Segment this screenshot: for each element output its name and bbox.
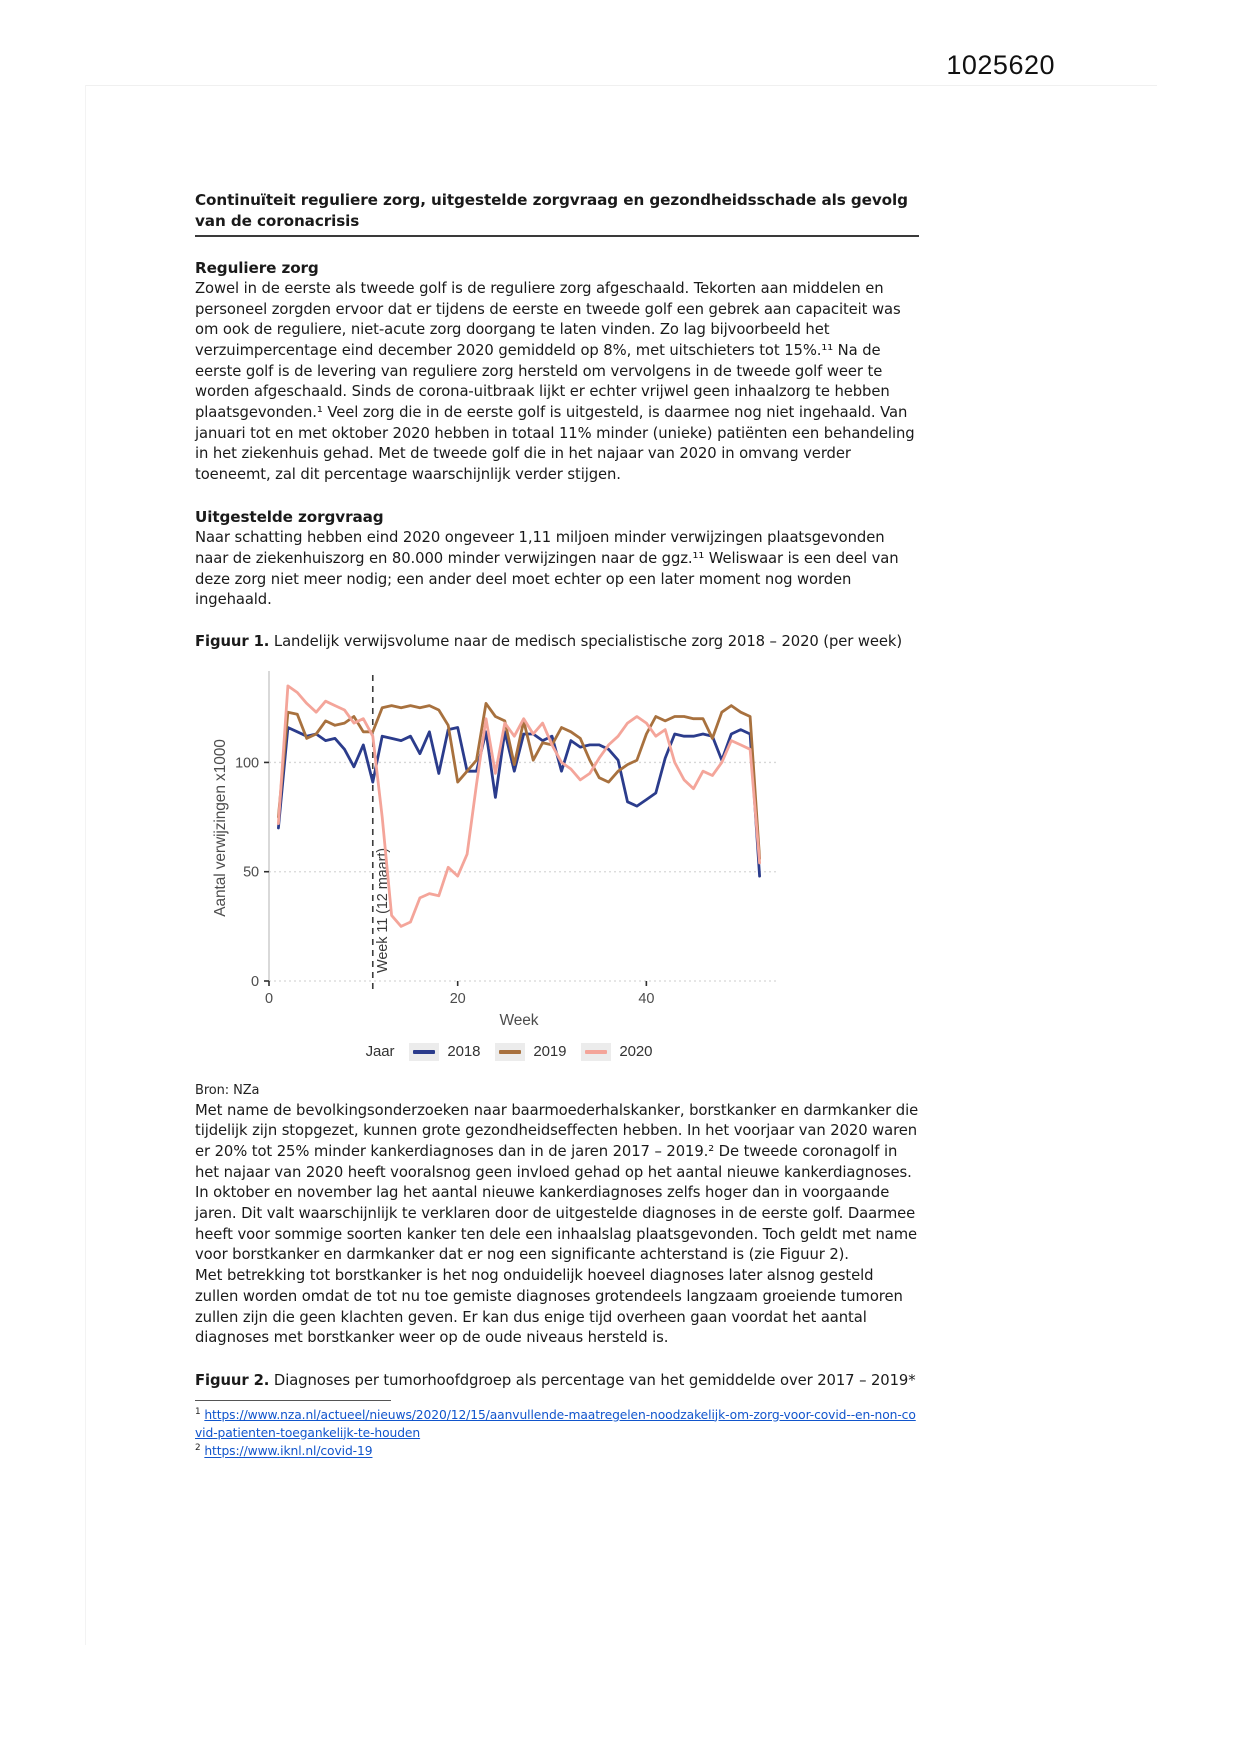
figure2-caption-label: Figuur 2.	[195, 1372, 270, 1389]
figure2-caption-text: Diagnoses per tumorhoofdgroep als percentage van het gemiddelde over 2017 – 2019*	[273, 1372, 916, 1389]
figure1-caption	[195, 632, 919, 653]
series-line-2020	[278, 686, 759, 927]
legend-label-2018: 2018	[447, 1043, 481, 1061]
footnote-separator	[195, 1400, 391, 1401]
legend-key-2018	[409, 1043, 439, 1061]
legend-label-2020: 2020	[619, 1043, 653, 1061]
chart-legend	[229, 1041, 789, 1062]
figure1-caption-label: Figuur 1.	[195, 632, 270, 650]
legend-key-2020	[581, 1043, 611, 1061]
figure1-chart-svg	[209, 663, 789, 1031]
footnote-1-marker: 1	[195, 1406, 201, 1417]
figure2-caption	[195, 1371, 919, 1392]
y-tick-label: 0	[251, 973, 259, 990]
legend-label-2019: 2019	[533, 1043, 567, 1061]
section-heading-reguliere-zorg: Reguliere zorg	[195, 258, 319, 277]
footnote-1	[195, 1406, 919, 1443]
x-tick-label: 20	[449, 990, 466, 1007]
section-heading-uitgestelde-zorgvraag: Uitgestelde zorgvraag	[195, 507, 384, 526]
scan-edge	[85, 85, 86, 1645]
footnote-2	[195, 1442, 919, 1461]
document-title: Continuïteit reguliere zorg, uitgestelde zorgvraag en gezondheidsschade als gevolg van de coronacrisis	[195, 190, 919, 237]
legend-item-2018	[409, 1041, 480, 1062]
legend-title: Jaar	[365, 1043, 395, 1061]
figure1-source: Bron: NZa	[195, 1083, 260, 1099]
page-number: 1025620	[946, 50, 1055, 80]
figure1-caption-text: Landelijk verwijsvolume naar de medisch specialistische zorg 2018 – 2020 (per week)	[273, 632, 903, 650]
x-tick-label: 0	[265, 990, 273, 1007]
legend-item-2019	[495, 1041, 566, 1062]
document-content	[195, 190, 919, 1461]
figure1-chart	[209, 663, 789, 1063]
paragraph-uitgestelde-zorgvraag: Naar schatting hebben eind 2020 ongeveer 1,11 miljoen minder verwijzingen plaatsgevonden naar de ziekenhuiszorg en 80.000 minder verwijzingen naar de ggz.¹¹ Weliswaar is een deel van deze zorg niet meer nodig; een ander deel moet echter op een later moment nog worden ingehaald.	[195, 529, 899, 609]
y-tick-label: 50	[243, 864, 259, 881]
x-tick-label: 40	[638, 990, 655, 1007]
x-axis-label: Week	[499, 1011, 539, 1029]
y-tick-label: 100	[235, 755, 259, 772]
scan-edge	[85, 85, 1157, 86]
series-line-2018	[278, 727, 759, 876]
paragraph-reguliere-zorg: Zowel in de eerste als tweede golf is de reguliere zorg afgeschaald. Tekorten aan middelen en personeel zorgden ervoor dat er tijdens de eerste en tweede golf een gebrek aan capaciteit was om ook de reguliere, niet-acute zorg doorgang te laten vinden. Zo lag bijvoorbeeld het verzuimpercentage eind december 2020 gemiddeld op 8%, met uitschieters tot 15%.¹¹ Na de eerste golf is de levering van reguliere zorg hersteld om vervolgens in de tweede golf weer te worden afgeschaald. Sinds de corona-uitbraak lijkt er echter vrijwel geen inhaalzorg te hebben plaatsgevonden.¹ Veel zorg die in de eerste golf is uitgesteld, is daarmee nog niet ingehaald. Van januari tot en met oktober 2020 hebben in totaal 11% minder (unieke) patiënten een behandeling in het ziekenhuis gehad. Met de tweede golf die in het najaar van 2020 in omvang verder toeneemt, zal dit percentage waarschijnlijk verder stijgen.	[195, 279, 915, 484]
paragraph-breast-cancer: Met betrekking tot borstkanker is het nog onduidelijk hoeveel diagnoses later alsnog gesteld zullen worden omdat de tot nu toe gemiste diagnoses grotendeels langzaam groeiende tumoren zullen zijn die geen klachten geven. Er kan dus enige tijd overheen gaan voordat het aantal diagnoses met borstkanker weer op de oude niveaus hersteld is.	[195, 1267, 903, 1347]
footnote-1-link[interactable]: https://www.nza.nl/actueel/nieuws/2020/12/15/aanvullende-maatregelen-noodzakelijk-om-zorg-voor-covid--en-non-covid-patienten-toegankelijk-te-houden	[195, 1407, 916, 1440]
annotation-label: Week 11 (12 maart)	[374, 847, 391, 973]
legend-item-2020	[581, 1041, 652, 1062]
paragraph-cancer-screening: Met name de bevolkingsonderzoeken naar baarmoederhalskanker, borstkanker en darmkanker die tijdelijk zijn stopgezet, kunnen grote gezondheidseffecten hebben. In het voorjaar van 2020 waren er 20% tot 25% minder kankerdiagnoses dan in de jaren 2017 – 2019.² De tweede coronagolf in het najaar van 2020 heeft vooralsnog geen invloed gehad op het aantal nieuwe kankerdiagnoses. In oktober en november lag het aantal nieuwe kankerdiagnoses zelfs hoger dan in voorgaande jaren. Dit valt waarschijnlijk te verklaren door de uitgestelde diagnoses in de eerste golf. Daarmee heeft voor sommige soorten kanker ten dele een inhaalslag plaatsgevonden. Toch geldt met name voor borstkanker en darmkanker dat er nog een significante achterstand is (zie Figuur 2).	[195, 1101, 919, 1264]
y-axis-label: Aantal verwijzingen x1000	[212, 738, 229, 917]
footnote-2-marker: 2	[195, 1443, 201, 1454]
footnote-2-link[interactable]: https://www.iknl.nl/covid-19	[204, 1444, 373, 1459]
legend-key-2019	[495, 1043, 525, 1061]
